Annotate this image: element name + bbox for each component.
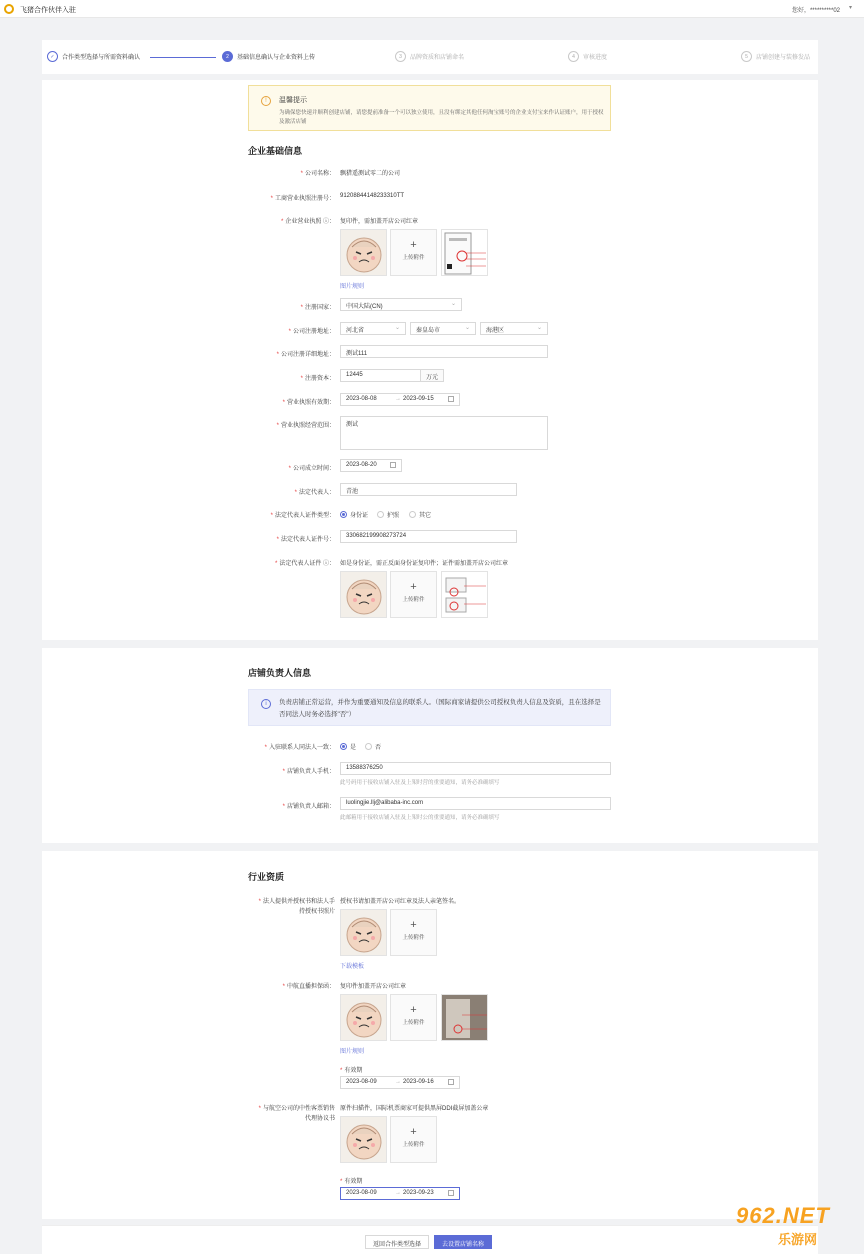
capital-label: * 注册资本： (300, 376, 335, 382)
step-number: 3 (395, 51, 406, 62)
legal-rep-input[interactable]: 青池 (340, 483, 517, 496)
validity-range-picker-2[interactable] (340, 1187, 460, 1200)
step-3 (395, 51, 464, 62)
capital-unit: 万元 (421, 369, 444, 382)
range-separator: → (395, 396, 401, 402)
calendar-icon (390, 462, 396, 468)
capital-input[interactable]: 12445 (340, 369, 421, 382)
app-title: 飞猪合作伙伴入驻 (20, 7, 76, 14)
range-separator: → (395, 1190, 401, 1196)
upload-attachment-button[interactable] (390, 571, 437, 618)
validity-end: 2023-09-16 (403, 1079, 434, 1085)
radio-checked-icon (340, 743, 347, 750)
check-icon: ✓ (47, 51, 58, 62)
section-title-industry: 行业资质 (248, 872, 285, 882)
legal-rep-label: * 法定代表人： (294, 490, 335, 496)
validity-start: 2023-08-08 (346, 396, 377, 402)
address-label: * 公司注册地址： (288, 329, 335, 335)
uploaded-image-thumbnail[interactable] (340, 571, 387, 618)
upload-attachment-button[interactable] (390, 1116, 437, 1163)
user-greeting[interactable]: 您好，**********02 (791, 8, 840, 14)
province-select[interactable]: 河北省 ⌄ (340, 322, 406, 335)
radio-icon (409, 511, 416, 518)
upload-label: 上传附件 (402, 255, 425, 261)
shop-owner-tip (248, 689, 611, 726)
image-rules-link[interactable]: 图片规则 (340, 1049, 365, 1055)
id-no-input[interactable]: 330682199908273724 (340, 530, 517, 543)
back-to-type-button[interactable]: 返回合作类型选择 (365, 1235, 429, 1249)
validity-range-picker[interactable] (340, 393, 460, 406)
license-label: * 企业营业执照 ⓘ： (280, 219, 335, 225)
chevron-down-icon: ⌄ (464, 325, 470, 331)
license-sample-image[interactable] (441, 229, 488, 276)
detail-address-label: * 公司注册详细地址： (276, 352, 335, 358)
hk-guarantee-label: * 中航直播担保函： (282, 984, 335, 990)
founded-date-picker[interactable]: 2023-08-20 (340, 459, 402, 472)
upload-label: 上传附件 (402, 1020, 425, 1026)
company-name-label: * 公司名称： (300, 171, 335, 177)
step-2[interactable] (222, 51, 315, 62)
chevron-down-icon: ⌄ (450, 301, 456, 307)
reg-no-value: 91208844148233310TT (340, 193, 405, 199)
company-card (42, 80, 818, 640)
step-label: 基础信息确认与企业资料上传 (237, 55, 316, 61)
agent-agreement-label-cont: 代理协议书 (304, 1116, 335, 1122)
upload-attachment-button[interactable] (390, 229, 437, 276)
same-yes-radio[interactable]: 是 (340, 742, 356, 751)
validity-end: 2023-09-23 (403, 1190, 434, 1196)
radio-icon (377, 511, 384, 518)
step-1[interactable] (47, 51, 140, 62)
set-shop-name-button[interactable]: 去设置店铺名称 (434, 1235, 492, 1249)
city-select[interactable]: 秦皇岛市 ⌄ (410, 322, 476, 335)
chevron-down-icon[interactable]: ▾ (848, 5, 852, 11)
district-select[interactable]: 海港区 ⌄ (480, 322, 548, 335)
step-label: 合作类型选择与所需资料确认 (62, 55, 141, 61)
validity-label: * 营业执照有效期： (282, 400, 335, 406)
validity-end: 2023-09-15 (403, 396, 434, 402)
company-name-value: 飘猎遥测试零二的公司 (340, 171, 401, 177)
step-number: 5 (741, 51, 752, 62)
watermark-text: 962.NET (736, 1203, 830, 1228)
owner-email-label: * 店铺负责人邮箱： (282, 804, 335, 810)
calendar-icon (448, 1079, 454, 1085)
validity-label-2: * 有效期 (340, 1179, 363, 1185)
validity-label-1: * 有效期 (340, 1068, 363, 1074)
chevron-down-icon: ⌄ (394, 325, 400, 331)
id-doc-note: 如是身份证，需正反面身份证复印件；证件需加盖开店公司红章 (340, 561, 509, 567)
detail-address-input[interactable]: 测试111 (340, 345, 548, 358)
auth-letter-label: * 法人提供并授权书和法人手 (258, 899, 335, 905)
plus-icon: + (410, 239, 417, 251)
image-rules-link[interactable]: 图片规则 (340, 284, 365, 290)
owner-email-input[interactable]: luolingjie.llj@alibaba-inc.com (340, 797, 611, 810)
watermark-logo (728, 1203, 858, 1249)
shop-owner-tip-text: 负责店铺正常运营，并作为重要通知及信息的联系人。（国际商家请提供公司授权负责人信息及资质，且在选择是否同法人时务必选择"否"） (279, 699, 601, 718)
owner-phone-input[interactable]: 13588376250 (340, 762, 611, 775)
info-icon: i (261, 699, 271, 709)
plus-icon: + (410, 919, 417, 931)
id-doc-label: * 法定代表人证件 ⓘ： (274, 561, 335, 567)
same-no-radio[interactable]: 否 (365, 742, 381, 751)
uploaded-image-thumbnail[interactable] (340, 994, 387, 1041)
step-number: 2 (222, 51, 233, 62)
validity-start: 2023-08-09 (346, 1079, 377, 1085)
same-as-legal-label: * 入驻联系人同法人一致： (264, 745, 335, 751)
step-5 (741, 51, 810, 62)
step-label: 审核进度 (583, 55, 608, 61)
section-title-company: 企业基础信息 (248, 146, 303, 156)
id-type-other[interactable]: 其它 (409, 510, 431, 519)
id-type-passport[interactable]: 护照 (377, 510, 399, 519)
step-label: 品牌资质和店铺命名 (410, 55, 465, 61)
scope-label: * 营业执照经营范围： (276, 423, 335, 429)
tip-title: 温馨提示 (279, 97, 307, 104)
step-label: 店铺创建与装修发品 (756, 55, 811, 61)
calendar-icon (448, 396, 454, 402)
progress-steps (42, 40, 818, 74)
upload-attachment-button[interactable] (390, 909, 437, 956)
owner-phone-label: * 店铺负责人手机： (282, 769, 335, 775)
step-4 (568, 51, 607, 62)
fliggy-logo-icon (4, 4, 14, 14)
agent-agreement-note: 原件扫描件，国际机票商家可提供黑屏DDI截屏加盖公章 (340, 1106, 489, 1112)
uploaded-image-thumbnail[interactable] (340, 909, 387, 956)
upload-label: 上传附件 (402, 935, 425, 941)
auth-letter-label-cont: 持授权书照片 (298, 909, 335, 915)
uploaded-image-thumbnail[interactable] (340, 229, 387, 276)
id-type-label: * 法定代表人证件类型： (270, 513, 335, 519)
radio-checked-icon (340, 511, 347, 518)
owner-phone-hint: 此号码用于接收店铺入驻及上架时营的重要通知，请务必准确填写 (340, 780, 500, 786)
step-number: 4 (568, 51, 579, 62)
tip-body: 为确保您快速并顺利创建店铺，请您提前准备一个可以独立使用，且没有绑定其他任何淘宝账号的企业支付宝来作认证账户，用于授权及激活店铺 (279, 110, 604, 125)
auth-letter-note: 授权书请加盖开店公司红章及法人亲笔签名。 (340, 899, 461, 905)
warning-icon: ! (261, 96, 271, 106)
country-label: * 注册国家： (300, 305, 335, 311)
download-template-link[interactable]: 下载模板 (340, 964, 365, 970)
top-bar (0, 0, 864, 18)
country-select[interactable]: 中国大陆(CN) ⌄ (340, 298, 462, 311)
validity-range-picker-1[interactable] (340, 1076, 460, 1089)
founded-label: * 公司成立时间： (288, 466, 335, 472)
warm-tip (248, 85, 611, 131)
license-note: 复印件，需加盖开店公司红章 (340, 219, 419, 225)
id-sample-image[interactable] (441, 571, 488, 618)
section-title-shop-owner: 店铺负责人信息 (248, 668, 312, 678)
upload-label: 上传附件 (402, 1142, 425, 1148)
id-no-label: * 法定代表人证件号： (276, 537, 335, 543)
radio-icon (365, 743, 372, 750)
reg-no-label: * 工商营业执照注册号： (270, 196, 335, 202)
id-type-idcard[interactable]: 身份证 (340, 510, 368, 519)
uploaded-image-thumbnail[interactable] (340, 1116, 387, 1163)
validity-start: 2023-08-09 (346, 1190, 377, 1196)
range-separator: → (395, 1079, 401, 1085)
step-connector (150, 57, 216, 58)
plus-icon: + (410, 1004, 417, 1016)
upload-attachment-button[interactable] (390, 994, 437, 1041)
hk-guarantee-note: 复印件加盖开店公司红章 (340, 984, 407, 990)
guarantee-sample-image[interactable] (441, 994, 488, 1041)
agent-agreement-label: * 与航空公司的中性客票销售 (258, 1106, 335, 1112)
chevron-down-icon: ⌄ (536, 325, 542, 331)
watermark-subtext: 乐游网 (778, 1232, 818, 1247)
plus-icon: + (410, 581, 417, 593)
scope-textarea[interactable]: 测试 (340, 416, 548, 450)
owner-email-hint: 此邮箱用于接收店铺入驻及上架时公的重要通知，请务必准确填写 (340, 815, 500, 821)
footer-bar (42, 1225, 818, 1254)
upload-label: 上传附件 (402, 597, 425, 603)
plus-icon: + (410, 1126, 417, 1138)
calendar-icon (448, 1190, 454, 1196)
